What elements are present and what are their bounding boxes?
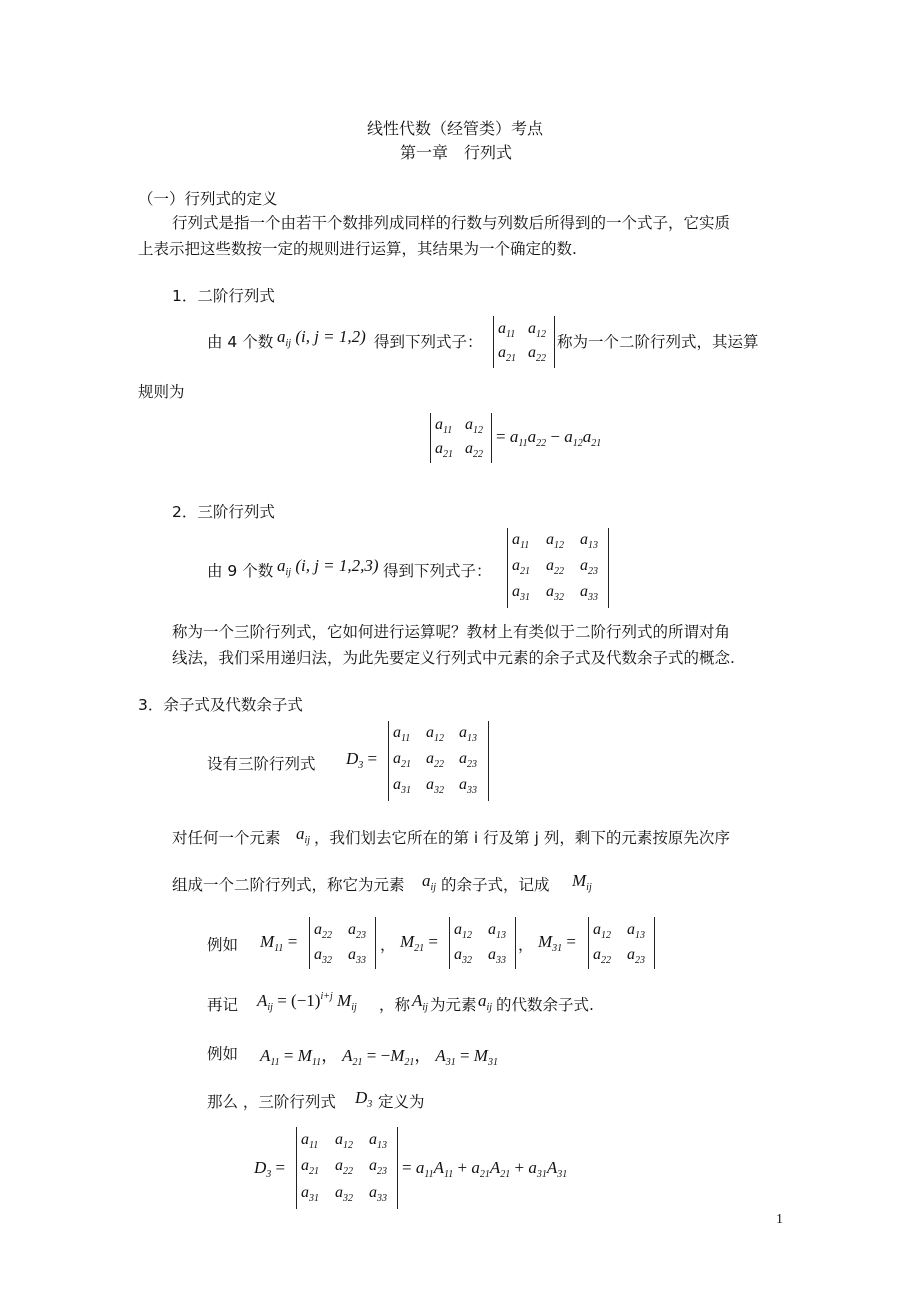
text: 例如: [207, 936, 239, 954]
determinant-2x2: $a_{22}$ $a_{23}$ $a_{32}$ $a_{33}$: [309, 917, 376, 969]
text: 对任何一个元素: [172, 829, 281, 847]
determinant-2x2: $a_{12}$ $a_{13}$ $a_{22}$ $a_{23}$: [588, 917, 655, 969]
math-symbol: $A_{ij}$: [412, 991, 428, 1013]
text: 设有三阶行列式: [207, 755, 316, 773]
determinant-3x3: $a_{11}$ $a_{12}$ $a_{13}$ $a_{21}$ $a_{22}$ $a_{23}$ $a_{31}$ $a_{32}$ $a_{33}$: [507, 528, 609, 608]
paragraph-line: 称为一个三阶行列式，它如何进行运算呢？教材上有类似于二阶行列式的所谓对角: [172, 623, 731, 641]
math-symbol: $M_{ij}$: [572, 871, 592, 893]
item-heading: 1．二阶行列式: [172, 287, 275, 305]
math-expression: $A_{ij} = (-1)^{i+j}$ $M_{ij}$: [257, 991, 357, 1013]
determinant-2x2: $a_{11}$ $a_{12}$ $a_{21}$ $a_{22}$: [493, 316, 555, 368]
section-heading: （一）行列式的定义: [138, 190, 278, 208]
math-expression: $a_{ij}$ (i, j = 1,2,3): [277, 556, 379, 578]
math-symbol: $a_{ij}$: [478, 991, 493, 1013]
text: ，称: [379, 996, 411, 1014]
text: 的代数余子式.: [496, 996, 594, 1014]
text: 那么 ，三阶行列式: [207, 1093, 336, 1111]
text: 例如: [207, 1045, 239, 1063]
page-title: 线性代数（经管类）考点: [367, 119, 544, 138]
math-expression: $M_{21}$ =: [400, 932, 439, 954]
math-expression: $a_{ij}$ (i, j = 1,2): [277, 327, 366, 349]
page-number: 1: [776, 1212, 783, 1227]
math-symbol: $D_3$: [355, 1088, 373, 1110]
paragraph-line: 上表示把这些数按一定的规则进行运算，其结果为一个确定的数.: [138, 240, 577, 258]
math-expression: $D_3$ =: [254, 1158, 286, 1180]
math-symbol: $a_{ij}$: [422, 871, 437, 893]
determinant-2x2: $a_{12}$ $a_{13}$ $a_{32}$ $a_{33}$: [449, 917, 516, 969]
text: 由 4 个数: [207, 333, 274, 351]
text: 得到下列式子：: [374, 333, 483, 351]
text: 的余子式，记成: [441, 876, 550, 894]
determinant-3x3: $a_{11}$ $a_{12}$ $a_{13}$ $a_{21}$ $a_{22}$ $a_{23}$ $a_{31}$ $a_{32}$ $a_{33}$: [296, 1127, 398, 1209]
math-expression: $M_{31}$ =: [538, 932, 577, 954]
comma: ，: [380, 936, 396, 954]
formula-rhs: = $a_{11}A_{11} + a_{21}A_{21} + a_{31}A_{31}$: [402, 1158, 568, 1180]
text: ，我们划去它所在的第 i 行及第 j 列，剩下的元素按原先次序: [314, 829, 730, 847]
math-expression: $M_{11}$ =: [260, 932, 298, 954]
text: 称为一个二阶行列式，其运算: [557, 333, 759, 351]
paragraph-line: 行列式是指一个由若干个数排列成同样的行数与列数后所得到的一个式子，它实质: [172, 214, 731, 232]
determinant-2x2: $a_{11}$ $a_{12}$ $a_{21}$ $a_{22}$: [430, 413, 492, 463]
paragraph-line: 线法，我们采用递归法，为此先要定义行列式中元素的余子式及代数余子式的概念.: [172, 649, 735, 667]
text: 再记: [207, 996, 239, 1014]
chapter-title: 第一章 行列式: [400, 143, 513, 162]
math-expression: $A_{11} = M_{11}$， $A_{21} = -M_{21}$， $A_{31} = M_{31}$: [260, 1046, 498, 1068]
item-heading: 2．三阶行列式: [172, 503, 275, 521]
item-heading: 3．余子式及代数余子式: [138, 696, 303, 714]
text: 由 9 个数: [207, 562, 274, 580]
math-expression: $D_3$ =: [346, 749, 378, 771]
text: 规则为: [138, 383, 185, 401]
comma: ，: [518, 936, 534, 954]
text: 得到下列式子：: [383, 562, 492, 580]
formula-rhs: = $a_{11}a_{22} - a_{12}a_{21}$: [496, 427, 602, 449]
text: 组成一个二阶行列式，称它为元素: [172, 876, 405, 894]
text: 为元素: [430, 996, 477, 1014]
math-symbol: $a_{ij}$: [296, 824, 311, 846]
determinant-3x3: $a_{11}$ $a_{12}$ $a_{13}$ $a_{21}$ $a_{22}$ $a_{23}$ $a_{31}$ $a_{32}$ $a_{33}$: [388, 721, 489, 801]
text: 定义为: [378, 1093, 425, 1111]
